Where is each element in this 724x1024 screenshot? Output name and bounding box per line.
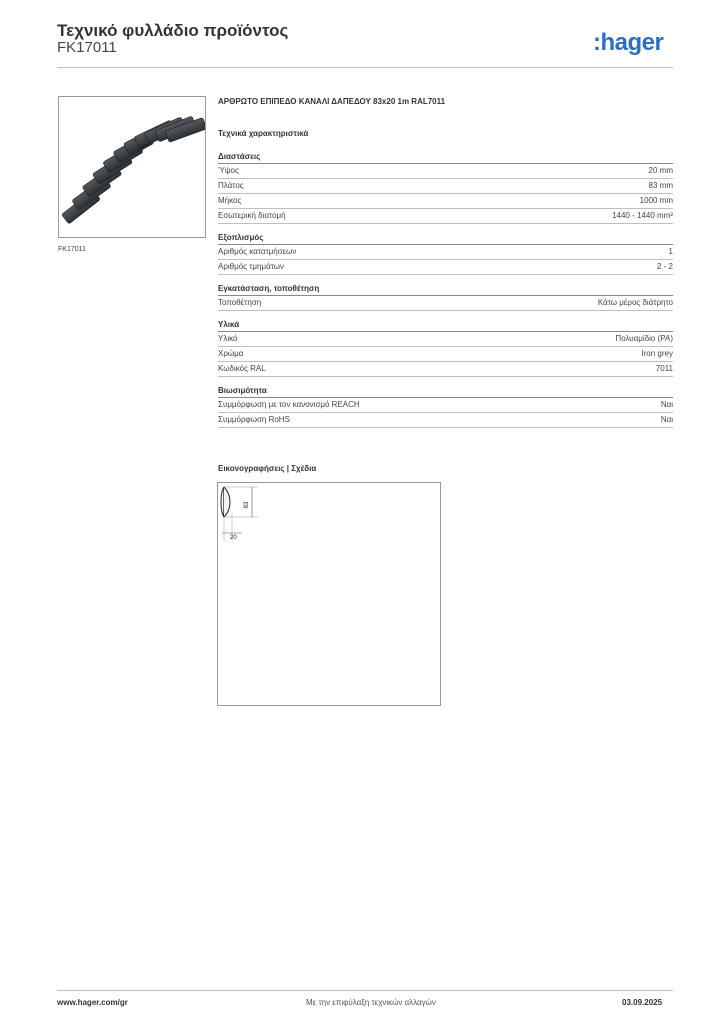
spec-row <box>218 164 673 179</box>
spec-value: Ναι <box>660 415 673 424</box>
spec-value: 7011 <box>655 364 673 373</box>
spec-label: Αριθμός κατατμήσεων <box>218 247 297 256</box>
spec-label: Κωδικός RAL <box>218 364 266 373</box>
spec-value: Κάτω μέρος διάτρητο <box>597 298 673 307</box>
section-title: Εγκατάσταση, τοποθέτηση <box>218 284 673 296</box>
spec-label: Αριθμός τμημάτων <box>218 262 284 271</box>
footer-notice: Με την επιφύλαξη τεχνικών αλλαγών <box>306 998 436 1007</box>
product-name: ΑΡΘΡΩΤΟ ΕΠΙΠΕΔΟ ΚΑΝΑΛΙ ΔΑΠΕΔΟΥ 83x20 1m RAL7011 <box>218 97 446 106</box>
logo-text: hager <box>600 29 664 56</box>
spec-value: 20 mm <box>648 166 673 175</box>
spec-label: Συμμόρφωση RoHS <box>218 415 290 424</box>
spec-label: Εσωτερική διατομή <box>218 211 286 220</box>
spec-section <box>218 284 673 311</box>
spec-row <box>218 398 673 413</box>
spec-label: Συμμόρφωση με τον κανονισμό REACH <box>218 400 360 409</box>
spec-row <box>218 260 673 275</box>
footer-divider <box>57 990 673 991</box>
spec-section <box>218 152 673 224</box>
spec-value: 1 <box>668 247 673 256</box>
spec-section <box>218 233 673 275</box>
spec-content <box>218 97 673 437</box>
spec-row <box>218 347 673 362</box>
dim-width-label: 20 <box>230 535 237 541</box>
spec-label: Τοποθέτηση <box>218 298 262 307</box>
footer-website[interactable]: www.hager.com/gr <box>57 998 128 1007</box>
spec-label: Μήκος <box>218 196 242 205</box>
page-title: Τεχνικό φυλλάδιο προϊόντος <box>57 21 289 40</box>
spec-row <box>218 209 673 224</box>
spec-value: 2 - 2 <box>656 262 673 271</box>
spec-row <box>218 179 673 194</box>
spec-sections <box>218 152 673 428</box>
section-title: Διαστάσεις <box>218 152 673 164</box>
spec-row <box>218 296 673 311</box>
spec-value: Πολυαμίδιο (PA) <box>615 334 673 343</box>
spec-value: Iron grey <box>641 349 673 358</box>
spec-label: Ύψος <box>218 166 239 175</box>
spec-section <box>218 320 673 377</box>
spec-label: Υλικό <box>218 334 238 343</box>
spec-value: 1440 - 1440 mm² <box>612 211 673 220</box>
section-title: Υλικά <box>218 320 673 332</box>
technical-drawing <box>217 482 441 706</box>
header-divider <box>57 67 673 68</box>
dim-height-label: 83 <box>244 501 250 509</box>
spec-row <box>218 362 673 377</box>
spec-section <box>218 386 673 428</box>
spec-value: 83 mm <box>648 181 673 190</box>
illustrations-title: Εικονογραφήσεις | Σχέδια <box>218 464 317 473</box>
spec-row <box>218 245 673 260</box>
photo-caption: FK17011 <box>58 246 86 253</box>
spec-label: Πλάτος <box>218 181 244 190</box>
spec-value: Ναι <box>660 400 673 409</box>
section-title: Βιωσιμότητα <box>218 386 673 398</box>
spec-value: 1000 mm <box>639 196 673 205</box>
footer-date: 03.09.2025 <box>622 998 663 1007</box>
spec-row <box>218 332 673 347</box>
spec-row <box>218 194 673 209</box>
product-code: FK17011 <box>57 39 117 56</box>
spec-title: Τεχνικά χαρακτηριστικά <box>218 129 309 138</box>
hager-logo: :hager <box>593 29 664 56</box>
spec-label: Χρώμα <box>218 349 244 358</box>
section-title: Εξοπλισμός <box>218 233 673 245</box>
spec-row <box>218 413 673 428</box>
product-photo <box>58 96 206 238</box>
